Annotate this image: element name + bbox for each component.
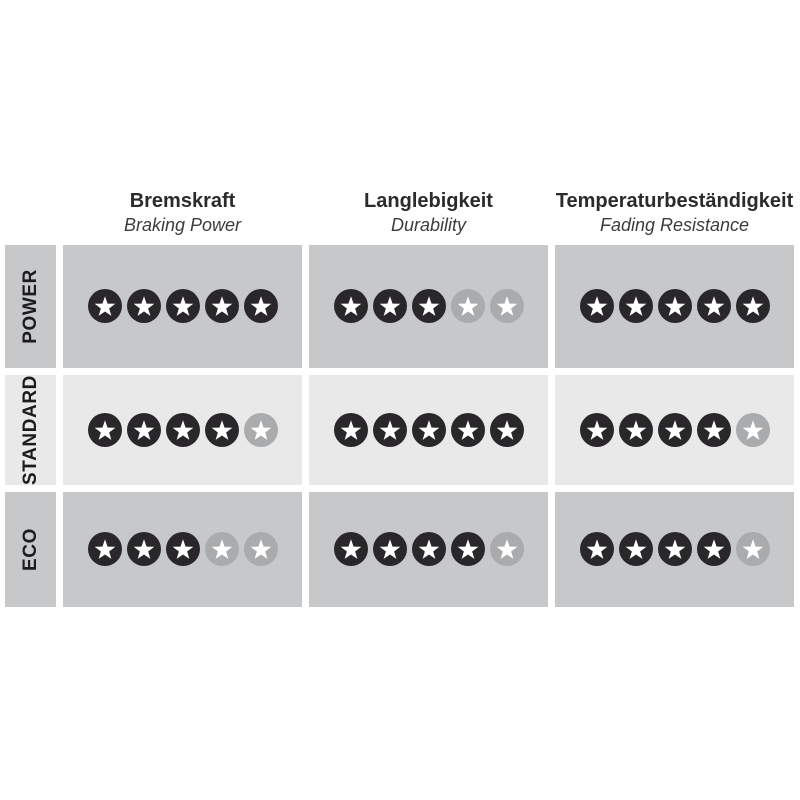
column-subtitle: Fading Resistance xyxy=(599,215,750,235)
star-active-icon xyxy=(580,413,614,447)
column-title: Bremskraft xyxy=(129,190,236,212)
star-active-icon xyxy=(697,413,731,447)
star-active-icon xyxy=(658,289,692,323)
star-active-icon xyxy=(205,413,239,447)
corner-spacer xyxy=(5,190,56,238)
star-inactive-icon xyxy=(490,532,524,566)
star-active-icon xyxy=(127,413,161,447)
rating-cell-standard-fading xyxy=(555,375,794,485)
star-active-icon xyxy=(451,413,485,447)
rating-cell-eco-braking xyxy=(63,492,302,607)
row-label-text: POWER xyxy=(19,268,41,344)
rating-cell-standard-braking xyxy=(63,375,302,485)
star-active-icon xyxy=(166,413,200,447)
column-title: Langlebigkeit xyxy=(364,190,493,212)
column-subtitle: Braking Power xyxy=(123,215,242,235)
star-active-icon xyxy=(244,289,278,323)
star-active-icon xyxy=(205,289,239,323)
row-label-eco xyxy=(5,492,56,607)
star-active-icon xyxy=(490,413,524,447)
rating-grid xyxy=(5,190,795,607)
star-active-icon xyxy=(619,532,653,566)
star-active-icon xyxy=(166,532,200,566)
star-active-icon xyxy=(334,289,368,323)
row-label-text: ECO xyxy=(19,527,41,571)
row-label-standard xyxy=(5,375,56,485)
star-active-icon xyxy=(736,289,770,323)
star-active-icon xyxy=(127,289,161,323)
column-header-fading-resistance xyxy=(555,190,794,238)
star-active-icon xyxy=(619,289,653,323)
star-inactive-icon xyxy=(244,413,278,447)
star-active-icon xyxy=(658,413,692,447)
star-active-icon xyxy=(373,289,407,323)
row-label-text: STANDARD xyxy=(19,374,41,485)
star-active-icon xyxy=(412,413,446,447)
star-active-icon xyxy=(697,289,731,323)
star-inactive-icon xyxy=(736,532,770,566)
column-title: Temperaturbeständigkeit xyxy=(555,190,794,212)
star-active-icon xyxy=(88,413,122,447)
star-inactive-icon xyxy=(451,289,485,323)
star-active-icon xyxy=(580,289,614,323)
star-active-icon xyxy=(412,532,446,566)
rating-cell-eco-durability xyxy=(309,492,548,607)
star-active-icon xyxy=(658,532,692,566)
rating-cell-power-durability xyxy=(309,245,548,368)
column-subtitle: Durability xyxy=(390,215,467,235)
star-inactive-icon xyxy=(736,413,770,447)
rating-cell-eco-fading xyxy=(555,492,794,607)
rating-cell-standard-durability xyxy=(309,375,548,485)
star-active-icon xyxy=(373,413,407,447)
column-header-braking-power xyxy=(63,190,302,238)
star-active-icon xyxy=(580,532,614,566)
star-active-icon xyxy=(373,532,407,566)
row-label-power xyxy=(5,245,56,368)
column-header-durability xyxy=(309,190,548,238)
star-active-icon xyxy=(334,413,368,447)
star-inactive-icon xyxy=(244,532,278,566)
star-active-icon xyxy=(412,289,446,323)
star-inactive-icon xyxy=(490,289,524,323)
star-active-icon xyxy=(88,289,122,323)
star-active-icon xyxy=(127,532,161,566)
star-active-icon xyxy=(88,532,122,566)
star-active-icon xyxy=(334,532,368,566)
rating-cell-power-fading xyxy=(555,245,794,368)
star-active-icon xyxy=(619,413,653,447)
star-active-icon xyxy=(697,532,731,566)
star-active-icon xyxy=(166,289,200,323)
star-active-icon xyxy=(451,532,485,566)
rating-cell-power-braking xyxy=(63,245,302,368)
star-inactive-icon xyxy=(205,532,239,566)
